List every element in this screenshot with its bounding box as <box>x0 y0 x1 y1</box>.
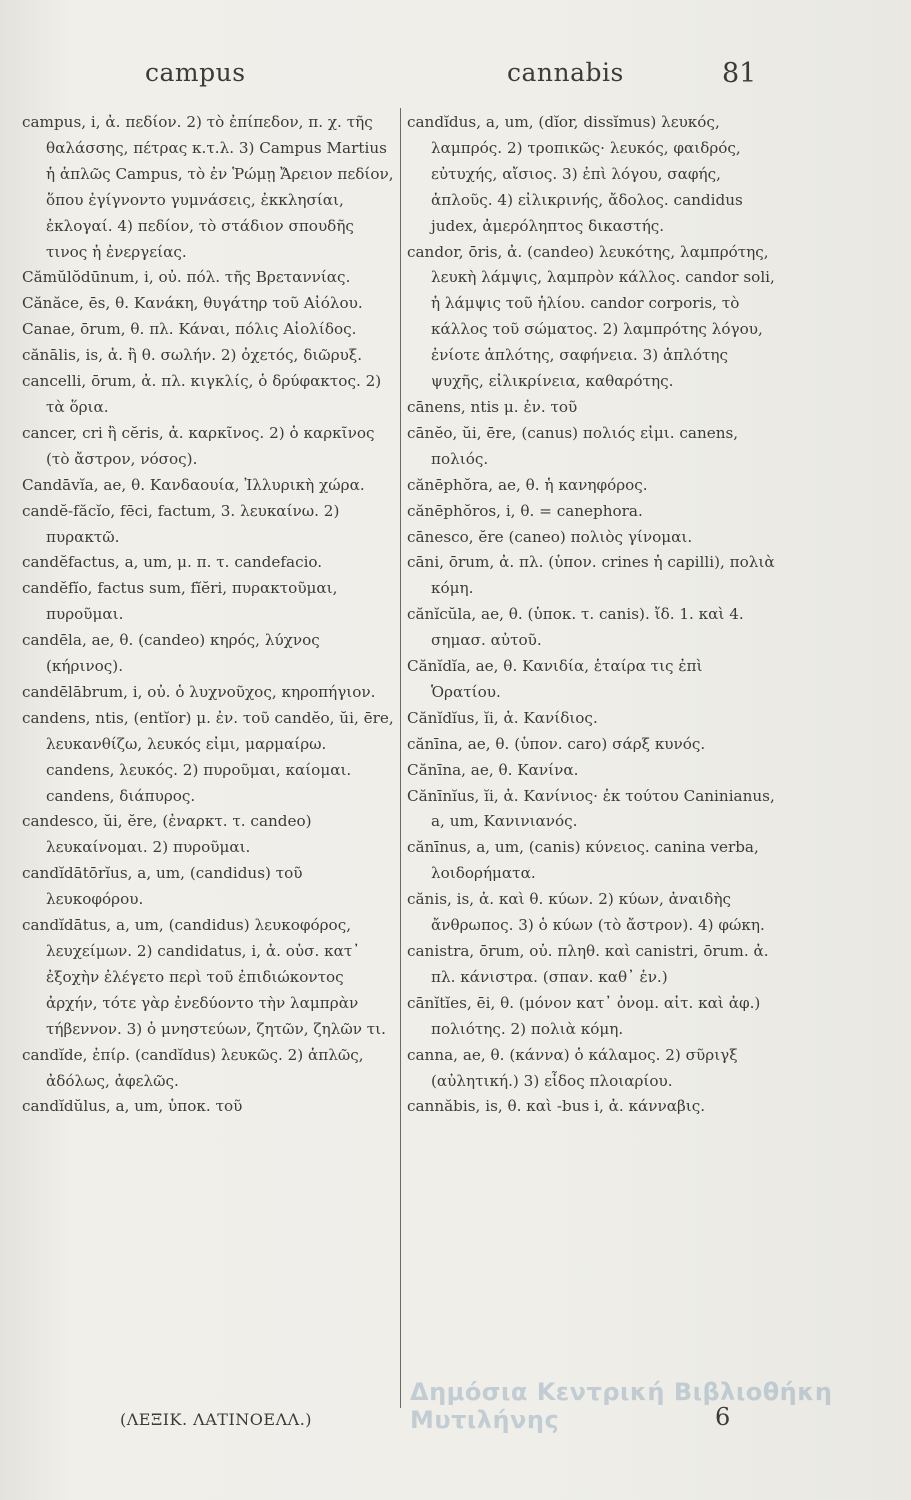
left-guide-word: campus <box>145 58 246 87</box>
dictionary-entry <box>22 706 399 810</box>
entry-text: Cănīna, ae, θ. Κανίνα. <box>407 760 579 779</box>
entry-text: Candāvĭa, ae, θ. Κανδαουία, Ἰλλυρικὴ χώρα. <box>22 475 365 494</box>
dictionary-entry <box>22 291 396 317</box>
entry-text: canistra, ōrum, οὐ. πληθ. καὶ canistri, ōrum. ἀ. πλ. κάνιστρα. (σπαν. καθ᾿ ἑν.) <box>407 942 774 986</box>
dictionary-entry <box>407 784 780 836</box>
entry-text: candĕfĭo, factus sum, fĭĕri, πυρακτοῦμαι, πυροῦμαι. <box>22 579 343 624</box>
dictionary-entry <box>22 265 396 291</box>
entry-text: Cănĭdĭus, ĭi, ἀ. Κανίδιος. <box>407 708 598 727</box>
signature-mark: (ΛΕΞΙΚ. ΛΑΤΙΝΟΕΛΛ.) <box>120 1410 313 1429</box>
entry-text: Canae, ōrum, θ. πλ. Κάναι, πόλις Αἰολίδος. <box>22 320 357 339</box>
dictionary-entry <box>407 395 775 421</box>
dictionary-entry <box>22 343 396 369</box>
dictionary-entry <box>407 473 775 499</box>
entry-text: cănēphŏros, i, θ. = canephora. <box>407 501 643 520</box>
dictionary-entry <box>22 499 396 551</box>
entry-text: cānĭtĭes, ēi, θ. (μόνον κατ᾿ ὀνομ. αἰτ. καὶ ἀφ.) πολιότης. 2) πολιὰ κόμη. <box>407 993 766 1038</box>
entry-text: candens, ntis, (entĭor) μ. ἐν. τοῦ candĕo, ŭi, ēre, λευκανθίζω, λευκός εἰμι, μαρμαίρω. candens, λευκός. 2) πυροῦμαι, καίομαι. candens, διάπυρος. <box>22 708 399 805</box>
entry-text: cānens, ntis μ. ἐν. τοῦ <box>407 397 578 416</box>
dictionary-entry <box>407 602 775 654</box>
dictionary-entry <box>407 110 775 240</box>
dictionary-entry <box>22 550 396 576</box>
dictionary-entry <box>22 861 396 913</box>
entry-text: cănīnus, a, um, (canis) κύνειος. canina verba, λοιδορήματα. <box>407 838 764 883</box>
entry-text: cānĕo, ŭi, ēre, (canus) πολιός εἰμι. canens, πολιός. <box>407 423 743 468</box>
dictionary-entry <box>407 835 775 887</box>
dictionary-entry <box>22 809 396 861</box>
entry-text: cănālis, is, ἀ. ἢ θ. σωλήν. 2) ὀχετός, διῶρυξ. <box>22 346 363 365</box>
dictionary-entry <box>407 525 775 551</box>
dictionary-entry <box>22 1094 396 1120</box>
signature-number: 6 <box>715 1403 731 1431</box>
page-header <box>0 58 911 98</box>
dictionary-entry <box>407 550 780 602</box>
entry-text: cāni, ōrum, ἀ. πλ. (ὑπον. crines ἡ capilli), πολιὰ κόμη. <box>407 553 780 598</box>
dictionary-entry <box>22 317 396 343</box>
entry-text: candēla, ae, θ. (candeo) κηρός, λύχνος (κήρινος). <box>22 631 325 676</box>
dictionary-entry <box>407 654 775 706</box>
dictionary-entry <box>22 369 396 421</box>
dictionary-entry <box>407 887 775 939</box>
entry-text: candĕfactus, a, um, μ. π. τ. candefacio. <box>22 553 323 572</box>
entry-text: candesco, ŭi, ĕre, (ἐναρκτ. τ. candeo) λευκαίνομαι. 2) πυροῦμαι. <box>22 812 317 857</box>
dictionary-entry <box>407 706 775 732</box>
entry-text: Cănăce, ēs, θ. Κανάκη, θυγάτηρ τοῦ Αἰόλου. <box>22 294 363 313</box>
page-number: 81 <box>722 58 757 89</box>
dictionary-entry <box>407 1043 775 1095</box>
entry-text: cānesco, ĕre (caneo) πολιὸς γίνομαι. <box>407 527 693 546</box>
dictionary-entry <box>22 1043 396 1095</box>
entry-text: cănēphŏra, ae, θ. ἡ κανηφόρος. <box>407 475 648 494</box>
entry-text: candĭdus, a, um, (dĭor, dissĭmus) λευκός, λαμπρός. 2) τροπικῶς· λευκός, φαιδρός, εὐτυχής, αἴσιος. 3) ἐπὶ λόγου, σαφής, ἁπλοῦς. 4) εἰλικρινής, ἄδολος. candidus judex, ἀμερόληπτος δικαστής. <box>407 113 748 235</box>
dictionary-entry <box>407 939 775 991</box>
entry-text: candēlābrum, i, οὐ. ὁ λυχνοῦχος, κηροπήγιον. <box>22 682 376 701</box>
dictionary-entry <box>22 110 399 265</box>
dictionary-entry <box>22 680 396 706</box>
dictionary-entry <box>22 576 396 628</box>
dictionary-entry <box>407 1094 775 1120</box>
dictionary-entry <box>407 499 775 525</box>
entry-text: candĭdātus, a, um, (candidus) λευκοφόρος, λευχείμων. 2) candidatus, i, ἀ. οὐσ. κατ᾿ ἐξοχὴν ἐλέγετο περὶ τοῦ ἐπιδιώκοντος ἀρχήν, τότε γὰρ ἐνεδύοντο τὴν λαμπρὰν τήβεννον. 3) ὁ μνηστεύων, ζητῶν, ζηλῶν τι. <box>22 916 386 1038</box>
entry-text: candĭdŭlus, a, um, ὑποκ. τοῦ <box>22 1097 243 1116</box>
dictionary-entry <box>407 991 775 1043</box>
entry-text: Cămŭlŏdūnum, i, οὐ. πόλ. τῆς Βρεταννίας. <box>22 268 351 287</box>
entry-text: candĕ-făcĭo, fēci, factum, 3. λευκαίνω. 2) πυρακτῶ. <box>22 501 345 546</box>
dictionary-entry <box>22 913 396 1043</box>
entry-text: cănĭcŭla, ae, θ. (ὑποκ. τ. canis). ἴδ. 1. καὶ 4. σημασ. αὐτοῦ. <box>407 605 749 650</box>
entry-text: cănis, is, ἀ. καὶ θ. κύων. 2) κύων, ἀναιδὴς ἄνθρωπος. 3) ὁ κύων (τὸ ἄστρον). 4) φώκη. <box>407 890 765 935</box>
entry-text: candĭdātōrĭus, a, um, (candidus) τοῦ λευκοφόρου. <box>22 864 308 909</box>
entry-text: Cănĭdĭa, ae, θ. Κανιδία, ἑταίρα τις ἐπὶ Ὁρατίου. <box>407 657 708 701</box>
right-column <box>407 110 780 1120</box>
entry-text: candor, ōris, ἀ. (candeo) λευκότης, λαμπρότης, λευκὴ λάμψις, λαμπρὸν κάλλος. candor soli, ἡ λάμψις τοῦ ἡλίου. candor corporis, τὸ κάλλος τοῦ σώματος. 2) λαμπρότης λόγου, ἐνίοτε ἁπλότης, σαφήνεια. 3) ἁπλότης ψυχῆς, εἰλικρίνεια, καθαρότης. <box>407 242 780 391</box>
right-guide-word: cannabis <box>507 58 624 87</box>
entry-text: candĭde, ἐπίρ. (candĭdus) λευκῶς. 2) ἁπλῶς, ἀδόλως, ἀφελῶς. <box>22 1045 369 1090</box>
entry-text: Cănīnĭus, ĭi, ἀ. Κανίνιος· ἐκ τούτου Caninianus, a, um, Κανινιανός. <box>407 786 780 831</box>
entry-text: cannăbis, is, θ. καὶ -bus i, ἀ. κάνναβις. <box>407 1097 706 1116</box>
left-column <box>22 110 399 1120</box>
dictionary-entry <box>407 421 775 473</box>
entry-text: cancelli, ōrum, ἀ. πλ. κιγκλίς, ὁ δρύφακτος. 2) τὰ ὅρια. <box>22 372 387 416</box>
entry-text: cănīna, ae, θ. (ὑπον. caro) σάρξ κυνός. <box>407 734 706 753</box>
library-watermark: Δημόσια Κεντρική Βιβλιοθήκη Μυτιλήνης <box>410 1378 833 1434</box>
dictionary-entry <box>407 758 775 784</box>
dictionary-entry <box>22 421 396 473</box>
dictionary-entry <box>22 628 396 680</box>
dictionary-entry <box>22 473 396 499</box>
dictionary-entry <box>407 732 775 758</box>
column-divider <box>400 108 401 1408</box>
entry-text: campus, i, ἀ. πεδίον. 2) τὸ ἐπίπεδον, π. χ. τῆς θαλάσσης, πέτρας κ.τ.λ. 3) Campus Martius ἡ ἁπλῶς Campus, τὸ ἐν Ῥώμῃ Ἄρειον πεδίον, ὅπου ἐγίγνοντο γυμνάσεις, ἐκκλησίαι, ἐκλογαί. 4) πεδίον, τὸ στάδιον σπουδῆς τινος ἡ ἐνεργείας. <box>22 113 399 261</box>
entry-text: cancer, cri ἢ cĕris, ἀ. καρκῖνος. 2) ὁ καρκῖνος (τὸ ἄστρον, νόσος). <box>22 423 380 468</box>
entry-text: canna, ae, θ. (κάννα) ὁ κάλαμος. 2) σῦριγξ (αὐλητική.) 3) εἶδος πλοιαρίου. <box>407 1045 743 1090</box>
dictionary-entry <box>407 240 780 395</box>
